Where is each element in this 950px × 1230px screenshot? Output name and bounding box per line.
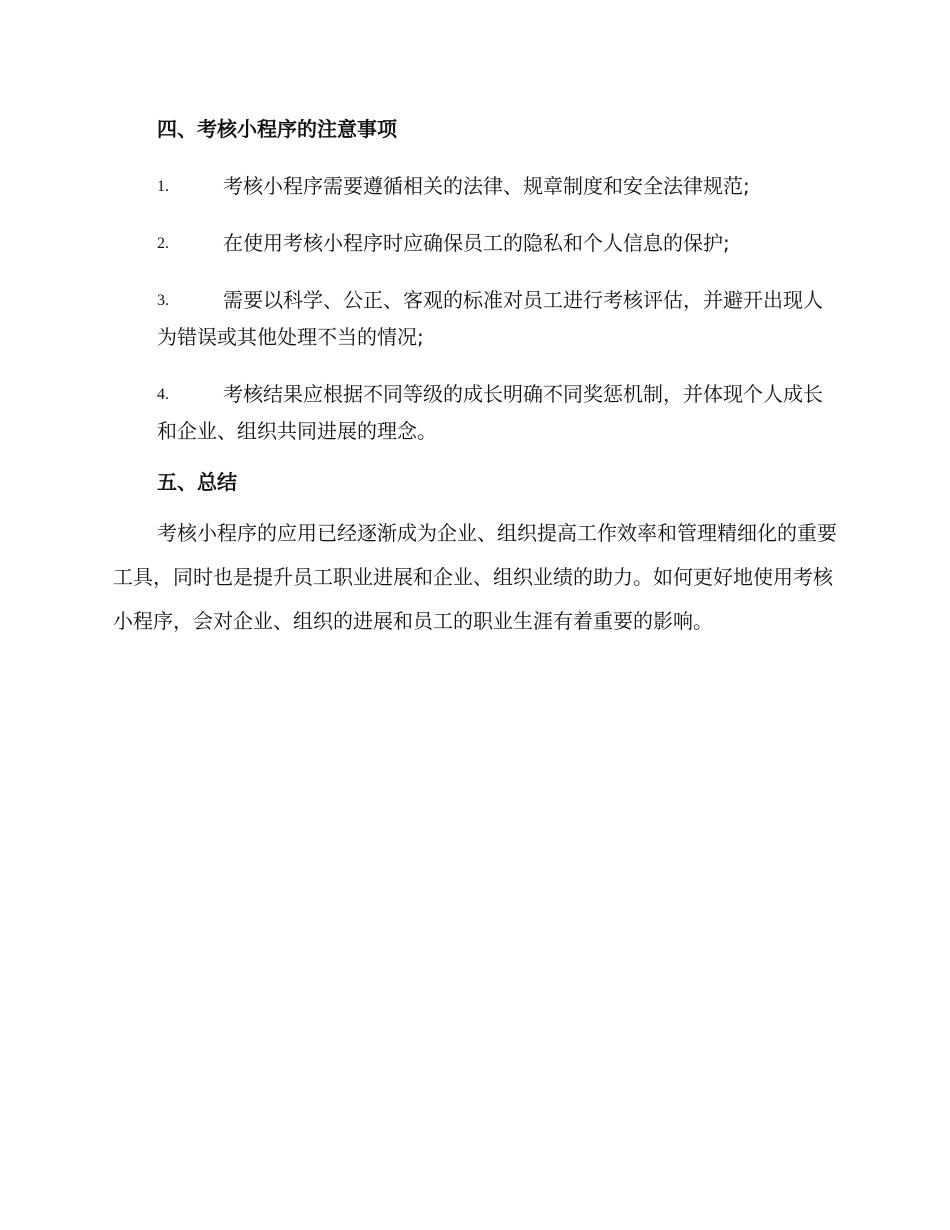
summary-paragraph: 考核小程序的应用已经逐渐成为企业、组织提高工作效率和管理精细化的重要工具，同时也是提升员工职业进展和企业、组织业绩的助力。如何更好地使用考核小程序，会对企业、组织的进展和员工的职业生涯有着重要的影响。 xyxy=(113,521,837,633)
list-item-1 xyxy=(113,168,838,205)
list-number: 2. xyxy=(157,235,169,252)
list-item-2 xyxy=(113,225,838,262)
list-text: 在使用考核小程序时应确保员工的隐私和个人信息的保护; xyxy=(223,231,730,255)
list-text: 需要以科学、公正、客观的标准对员工进行考核评估，并避开出现人为错误或其他处理不当的情况; xyxy=(157,288,823,349)
list-text: 考核结果应根据不同等级的成长明确不同奖惩机制，并体现个人成长和企业、组织共同进展的理念。 xyxy=(157,382,823,443)
section-4-heading: 四、考核小程序的注意事项 xyxy=(157,117,397,141)
list-text: 考核小程序需要遵循相关的法律、规章制度和安全法律规范; xyxy=(223,174,750,198)
list-item-3 xyxy=(113,282,838,356)
list-number: 1. xyxy=(157,178,169,195)
list-number: 3. xyxy=(157,292,169,309)
list-item-4 xyxy=(113,376,838,450)
section-5-heading: 五、总结 xyxy=(157,470,237,494)
list-number: 4. xyxy=(157,386,169,403)
